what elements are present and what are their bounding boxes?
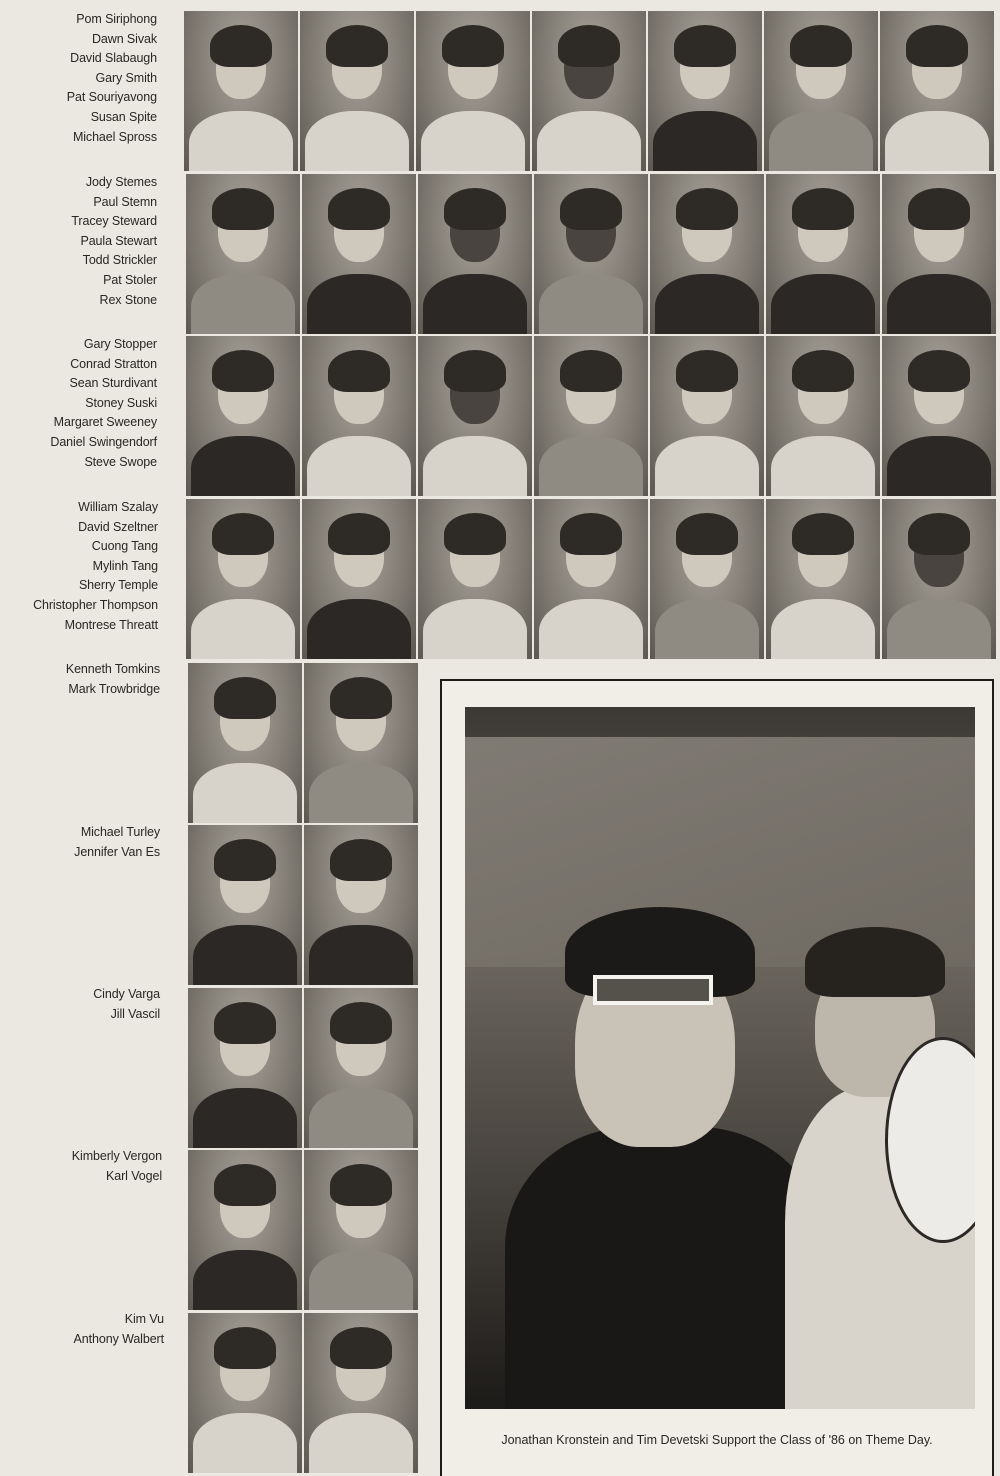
- portrait-photo: [532, 11, 646, 171]
- portrait-photo: [304, 1150, 418, 1310]
- name-list-1: [67, 10, 157, 147]
- student-name: Pom Siriphong: [76, 12, 157, 26]
- student-name: Daniel Swingendorf: [50, 434, 157, 449]
- portrait-row-1: [184, 11, 994, 171]
- portrait-row-3: [186, 336, 996, 496]
- student-name: Jody Stemes: [85, 175, 157, 189]
- student-name: Karl Vogel: [106, 1168, 162, 1183]
- name-list-4: [33, 498, 158, 635]
- student-name: Jill Vascil: [110, 1006, 160, 1021]
- student-name: Cuong Tang: [91, 539, 158, 554]
- name-list-5: [66, 660, 160, 699]
- portrait-photo: [304, 825, 418, 985]
- portrait-photo: [302, 174, 416, 334]
- student-name: Todd Strickler: [82, 253, 157, 268]
- portrait-photo: [186, 174, 300, 334]
- student-name: Tracey Steward: [71, 214, 157, 229]
- portrait-photo: [648, 11, 762, 171]
- portrait-photo: [418, 174, 532, 334]
- student-name: Mylinh Tang: [92, 558, 158, 573]
- portrait-photo: [882, 499, 996, 659]
- name-list-9: [74, 1310, 164, 1349]
- student-name: Mark Trowbridge: [68, 681, 160, 696]
- student-name: Kim Vu: [124, 1312, 164, 1326]
- student-name: Cindy Varga: [93, 987, 160, 1001]
- portrait-photo: [880, 11, 994, 171]
- student-name: Jennifer Van Es: [74, 844, 160, 859]
- name-list-8: [72, 1147, 162, 1186]
- student-name: Paula Stewart: [80, 233, 157, 248]
- portrait-photo: [534, 174, 648, 334]
- portrait-photo: [766, 499, 880, 659]
- portrait-photo: [418, 336, 532, 496]
- portrait-row-6: [188, 825, 418, 985]
- portrait-photo: [304, 1313, 418, 1473]
- portrait-row-4: [186, 499, 996, 659]
- portrait-photo: [882, 336, 996, 496]
- portrait-photo: [188, 663, 302, 823]
- portrait-photo: [766, 336, 880, 496]
- 3d-glasses-icon: [593, 975, 713, 1005]
- student-name: Margaret Sweeney: [53, 415, 157, 430]
- feature-photo: [465, 707, 975, 1409]
- name-list-2: [71, 173, 157, 310]
- portrait-photo: [766, 174, 880, 334]
- student-name: Christopher Thompson: [33, 597, 158, 612]
- student-name: Anthony Walbert: [73, 1331, 164, 1346]
- student-name: Pat Stoler: [103, 272, 157, 287]
- portrait-photo: [650, 336, 764, 496]
- portrait-photo: [186, 499, 300, 659]
- portrait-photo: [302, 336, 416, 496]
- portrait-row-8: [188, 1150, 418, 1310]
- student-name: David Slabaugh: [70, 51, 157, 66]
- student-name: David Szeltner: [78, 519, 158, 534]
- name-list-7: [93, 985, 160, 1024]
- portrait-row-5: [188, 663, 418, 823]
- portrait-row-2: [186, 174, 996, 334]
- portrait-row-7: [188, 988, 418, 1148]
- portrait-row-9: [188, 1313, 418, 1473]
- portrait-photo: [418, 499, 532, 659]
- portrait-photo: [304, 988, 418, 1148]
- portrait-photo: [764, 11, 878, 171]
- student-name: Michael Spross: [72, 129, 157, 144]
- student-name: Michael Turley: [80, 825, 160, 839]
- portrait-photo: [188, 1150, 302, 1310]
- portrait-photo: [188, 988, 302, 1148]
- portrait-photo: [416, 11, 530, 171]
- student-name: Conrad Stratton: [70, 356, 157, 371]
- student-name: Paul Stemn: [93, 194, 157, 209]
- portrait-photo: [184, 11, 298, 171]
- name-list-6: [74, 823, 160, 862]
- student-name: Kenneth Tomkins: [65, 662, 160, 676]
- student-name: Steve Swope: [84, 454, 157, 469]
- portrait-photo: [186, 336, 300, 496]
- student-name: Gary Stopper: [83, 337, 157, 351]
- student-name: Susan Spite: [90, 109, 157, 124]
- portrait-photo: [650, 174, 764, 334]
- portrait-photo: [534, 499, 648, 659]
- student-name: Dawn Sivak: [92, 31, 157, 46]
- student-name: Pat Souriyavong: [66, 90, 157, 105]
- portrait-photo: [188, 825, 302, 985]
- portrait-photo: [302, 499, 416, 659]
- student-name: William Szalay: [78, 500, 158, 514]
- portrait-photo: [304, 663, 418, 823]
- portrait-photo: [882, 174, 996, 334]
- portrait-photo: [300, 11, 414, 171]
- student-name: Montrese Threatt: [64, 617, 158, 632]
- portrait-photo: [650, 499, 764, 659]
- photo-caption: Jonathan Kronstein and Tim Devetski Support the Class of '86 on Theme Day.: [501, 1433, 933, 1447]
- student-name: Sean Sturdivant: [69, 376, 157, 391]
- student-name: Gary Smith: [95, 70, 157, 85]
- portrait-photo: [188, 1313, 302, 1473]
- student-name: Stoney Suski: [85, 395, 157, 410]
- student-name: Rex Stone: [99, 292, 157, 307]
- portrait-photo: [534, 336, 648, 496]
- student-name: Kimberly Vergon: [71, 1149, 162, 1163]
- student-name: Sherry Temple: [78, 578, 158, 593]
- name-list-3: [50, 335, 157, 472]
